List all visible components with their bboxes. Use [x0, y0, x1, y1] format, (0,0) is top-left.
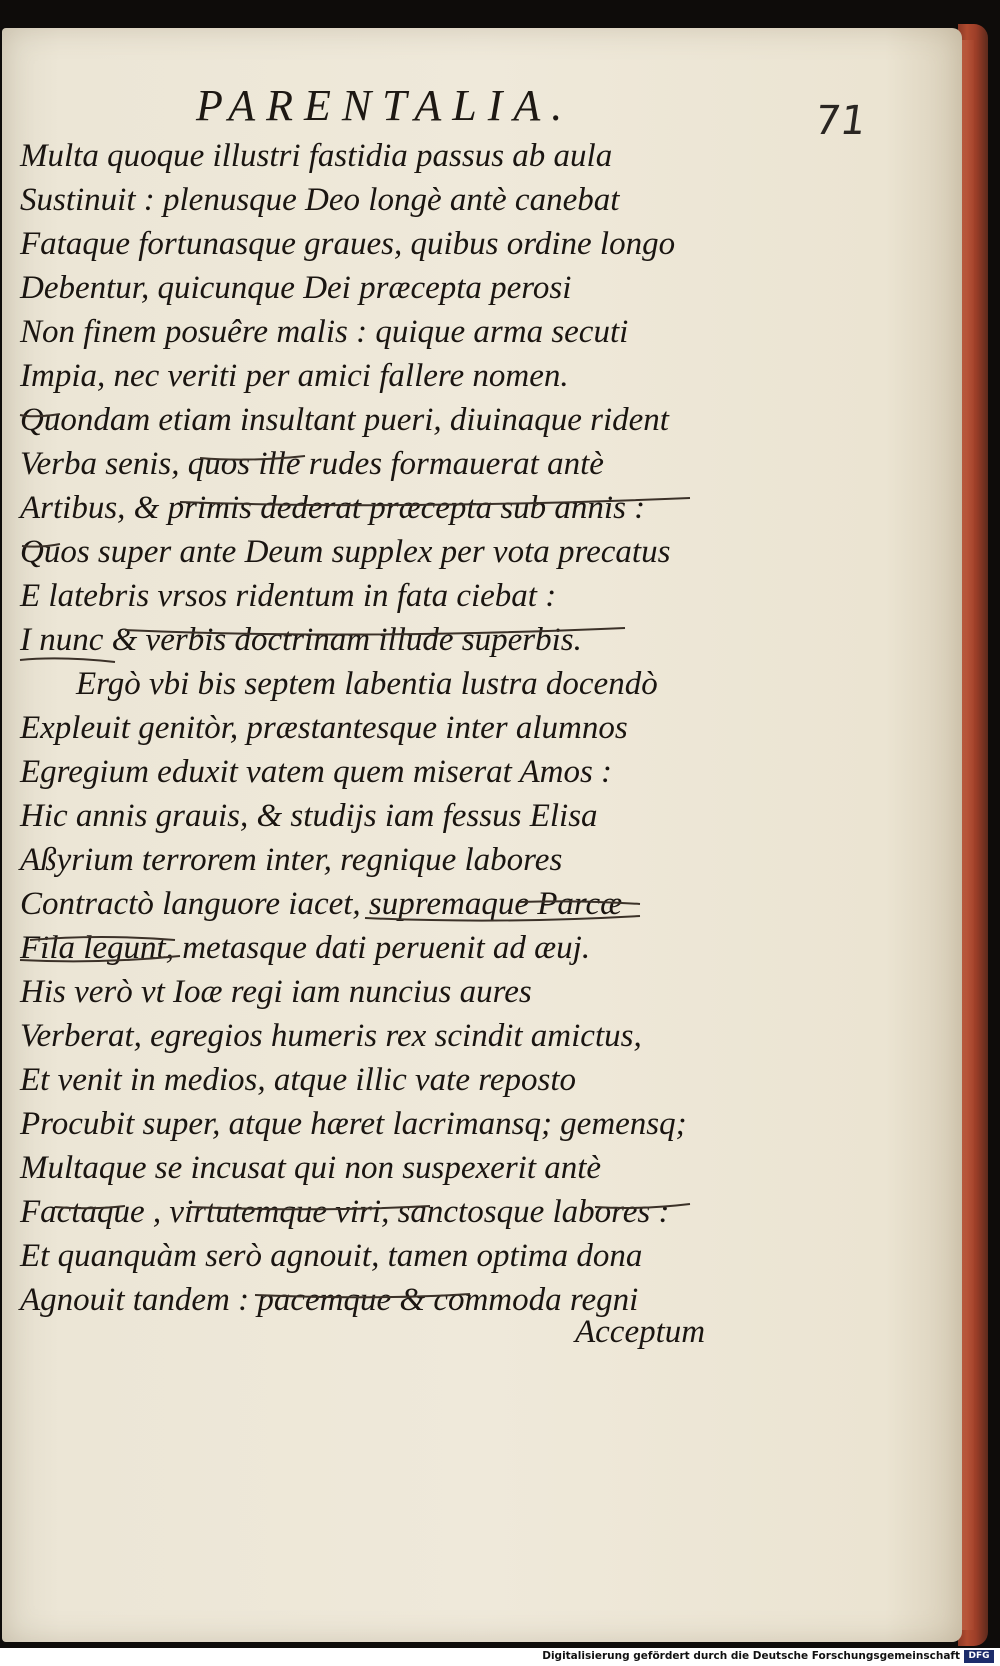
- text-line: Factaque , virtutemque viri, sanctosque labores :: [20, 1194, 670, 1230]
- text-line: I nunc & verbis doctrinam illude superbis.: [20, 622, 582, 658]
- text-line: Fila legunt, metasque dati peruenit ad æuj.: [20, 930, 591, 966]
- text-line: Debentur, quicunque Dei præcepta perosi: [20, 270, 572, 306]
- text-line: Expleuit genitòr, præstantesque inter alumnos: [20, 710, 628, 746]
- page-edge-highlight: [962, 40, 974, 1630]
- text-line: Multa quoque illustri fastidia passus ab aula: [20, 138, 613, 174]
- text-line: Impia, nec veriti per amici fallere nomen.: [20, 358, 569, 394]
- text-line: Aßyrium terrorem inter, regnique labores: [20, 842, 563, 878]
- text-line: Procubit super, atque hæret lacrimansq; gemensq;: [20, 1106, 687, 1142]
- text-line: His verò vt Ioæ regi iam nuncius aures: [20, 974, 532, 1010]
- text-line: Verba senis, quos ille rudes formauerat antè: [20, 446, 604, 482]
- text-line: Agnouit tandem : pacemque & commoda regni: [20, 1282, 639, 1318]
- page-number-handwritten: 71: [811, 98, 870, 144]
- dfg-logo-icon: DFG: [964, 1650, 994, 1663]
- text-line: Verberat, egregios humeris rex scindit amictus,: [20, 1018, 642, 1054]
- text-line: Multaque se incusat qui non suspexerit antè: [20, 1150, 602, 1186]
- catchword: Acceptum: [575, 1314, 706, 1350]
- text-line: Non finem posuêre malis : quique arma secuti: [20, 314, 629, 350]
- text-line: Et quanquàm serò agnouit, tamen optima dona: [20, 1238, 643, 1274]
- text-line: Egregium eduxit vatem quem miserat Amos :: [20, 754, 613, 790]
- text-line: Et venit in medios, atque illic vate reposto: [20, 1062, 576, 1098]
- text-line: Hic annis grauis, & studijs iam fessus Elisa: [20, 798, 598, 834]
- running-head: PARENTALIA.: [196, 81, 574, 130]
- text-line: Sustinuit : plenusque Deo longè antè canebat: [20, 182, 620, 218]
- text-line-indented: Ergò vbi bis septem labentia lustra docendò: [76, 666, 658, 702]
- text-line: E latebris vrsos ridentum in fata ciebat :: [20, 578, 557, 614]
- text-line: Contractò languore iacet, supremaque Parcæ: [20, 886, 623, 922]
- text-line: Fataque fortunasque graues, quibus ordine longo: [20, 226, 676, 262]
- text-line: Artibus, & primis dederat præcepta sub annis :: [20, 490, 646, 526]
- dfg-credit-text: Digitalisierung gefördert durch die Deutsche Forschungsgemeinschaft: [542, 1650, 960, 1662]
- text-line: Quondam etiam insultant pueri, diuinaque rident: [20, 402, 669, 438]
- text-line: Quos super ante Deum supplex per vota precatus: [20, 534, 671, 570]
- poem-text: [20, 134, 740, 1322]
